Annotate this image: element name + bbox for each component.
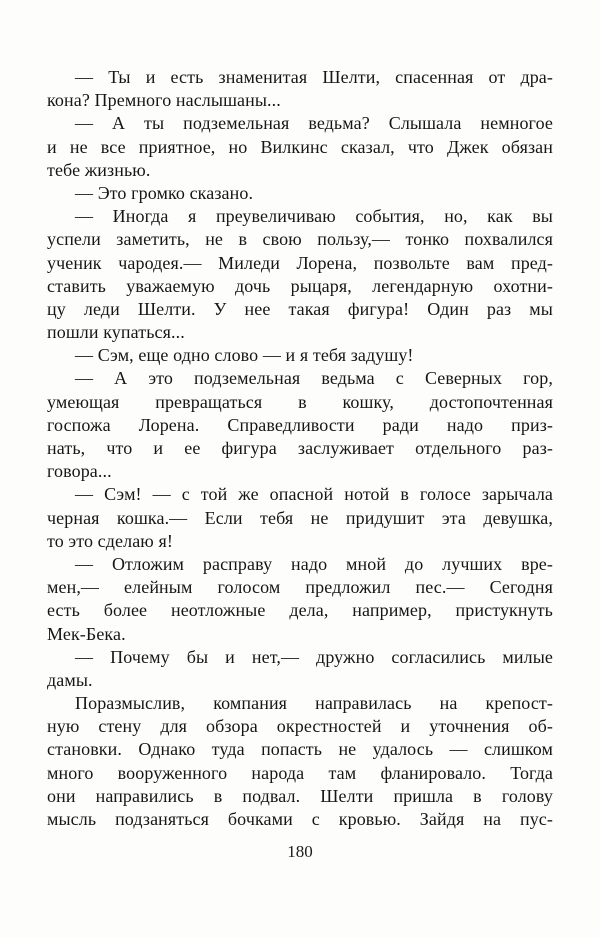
text-line: они направились в подвал. Шелти пришла в голову — [47, 785, 553, 806]
text-line: тебе жизнью. — [47, 159, 151, 180]
text-line: — Сэм, еще одно слово — и я тебя задушу! — [75, 345, 414, 366]
text-line: дамы. — [47, 669, 93, 690]
text-line: — Почему бы и нет,— дружно согласились милые — [75, 646, 553, 667]
paragraph — [47, 692, 553, 831]
paragraph — [47, 646, 553, 692]
paragraph — [47, 182, 553, 205]
text-line: становки. Однако туда попасть не удалось — слишком — [47, 739, 553, 760]
text-line: — Сэм! — с той же опасной нотой в голосе зарычала — [75, 484, 553, 505]
text-line: — Иногда я преувеличиваю события, но, как вы — [75, 206, 553, 227]
text-block — [47, 66, 553, 831]
paragraph — [47, 205, 553, 344]
text-line: цу леди Шелти. У нее такая фигура! Один раз мы — [47, 298, 553, 319]
text-line: — Это громко сказано. — [75, 182, 254, 203]
text-line: есть более неотложные дела, например, пристукнуть — [47, 600, 553, 621]
text-line: ставить уважаемую дочь рыцаря, легендарную охотни- — [47, 275, 553, 296]
text-line: умеющая превращаться в кошку, достопочтенная — [47, 391, 553, 412]
text-line: черная кошка.— Если тебя не придушит эта девушка, — [47, 507, 553, 528]
text-line: Мек-Бека. — [47, 623, 126, 644]
text-line: успели заметить, не в свою пользу,— тонко похвалился — [47, 229, 553, 250]
text-line: ученик чародея.— Миледи Лорена, позвольте вам пред- — [47, 252, 553, 273]
paragraph — [47, 344, 553, 367]
paragraph — [47, 112, 553, 182]
text-line: пошли купаться... — [47, 322, 185, 343]
page-number: 180 — [287, 842, 313, 861]
paragraph — [47, 483, 553, 553]
text-line: мен,— елейным голосом предложил пес.— Сегодня — [47, 577, 553, 598]
text-line: кона? Премного наслышаны... — [47, 90, 281, 111]
paragraph — [47, 367, 553, 483]
text-line: и не все приятное, но Вилкинс сказал, что Джек обязан — [47, 136, 553, 157]
paragraph — [47, 553, 553, 646]
text-line: Поразмыслив, компания направилась на крепост- — [75, 693, 553, 714]
text-line: много вооруженного народа там фланировало. Тогда — [47, 762, 553, 783]
text-line: госпожа Лорена. Справедливости ради надо приз- — [47, 414, 553, 435]
text-line: нать, что и ее фигура заслуживает отдельного раз- — [47, 438, 553, 458]
text-line: — Отложим расправу надо мной до лучших вре- — [75, 553, 553, 574]
text-line: мысль подзаняться бочками с кровью. Зайдя на пус- — [47, 809, 553, 829]
text-line: — А это подземельная ведьма с Северных гор, — [75, 368, 553, 389]
text-line: говора... — [47, 461, 112, 482]
text-line: ную стену для обзора окрестностей и уточнения об- — [47, 716, 553, 737]
text-line: то это сделаю я! — [47, 530, 173, 551]
text-line: — Ты и есть знаменитая Шелти, спасенная от дра- — [75, 67, 553, 87]
paragraph — [47, 66, 553, 112]
text-line: — А ты подземельная ведьма? Слышала немногое — [75, 113, 553, 134]
